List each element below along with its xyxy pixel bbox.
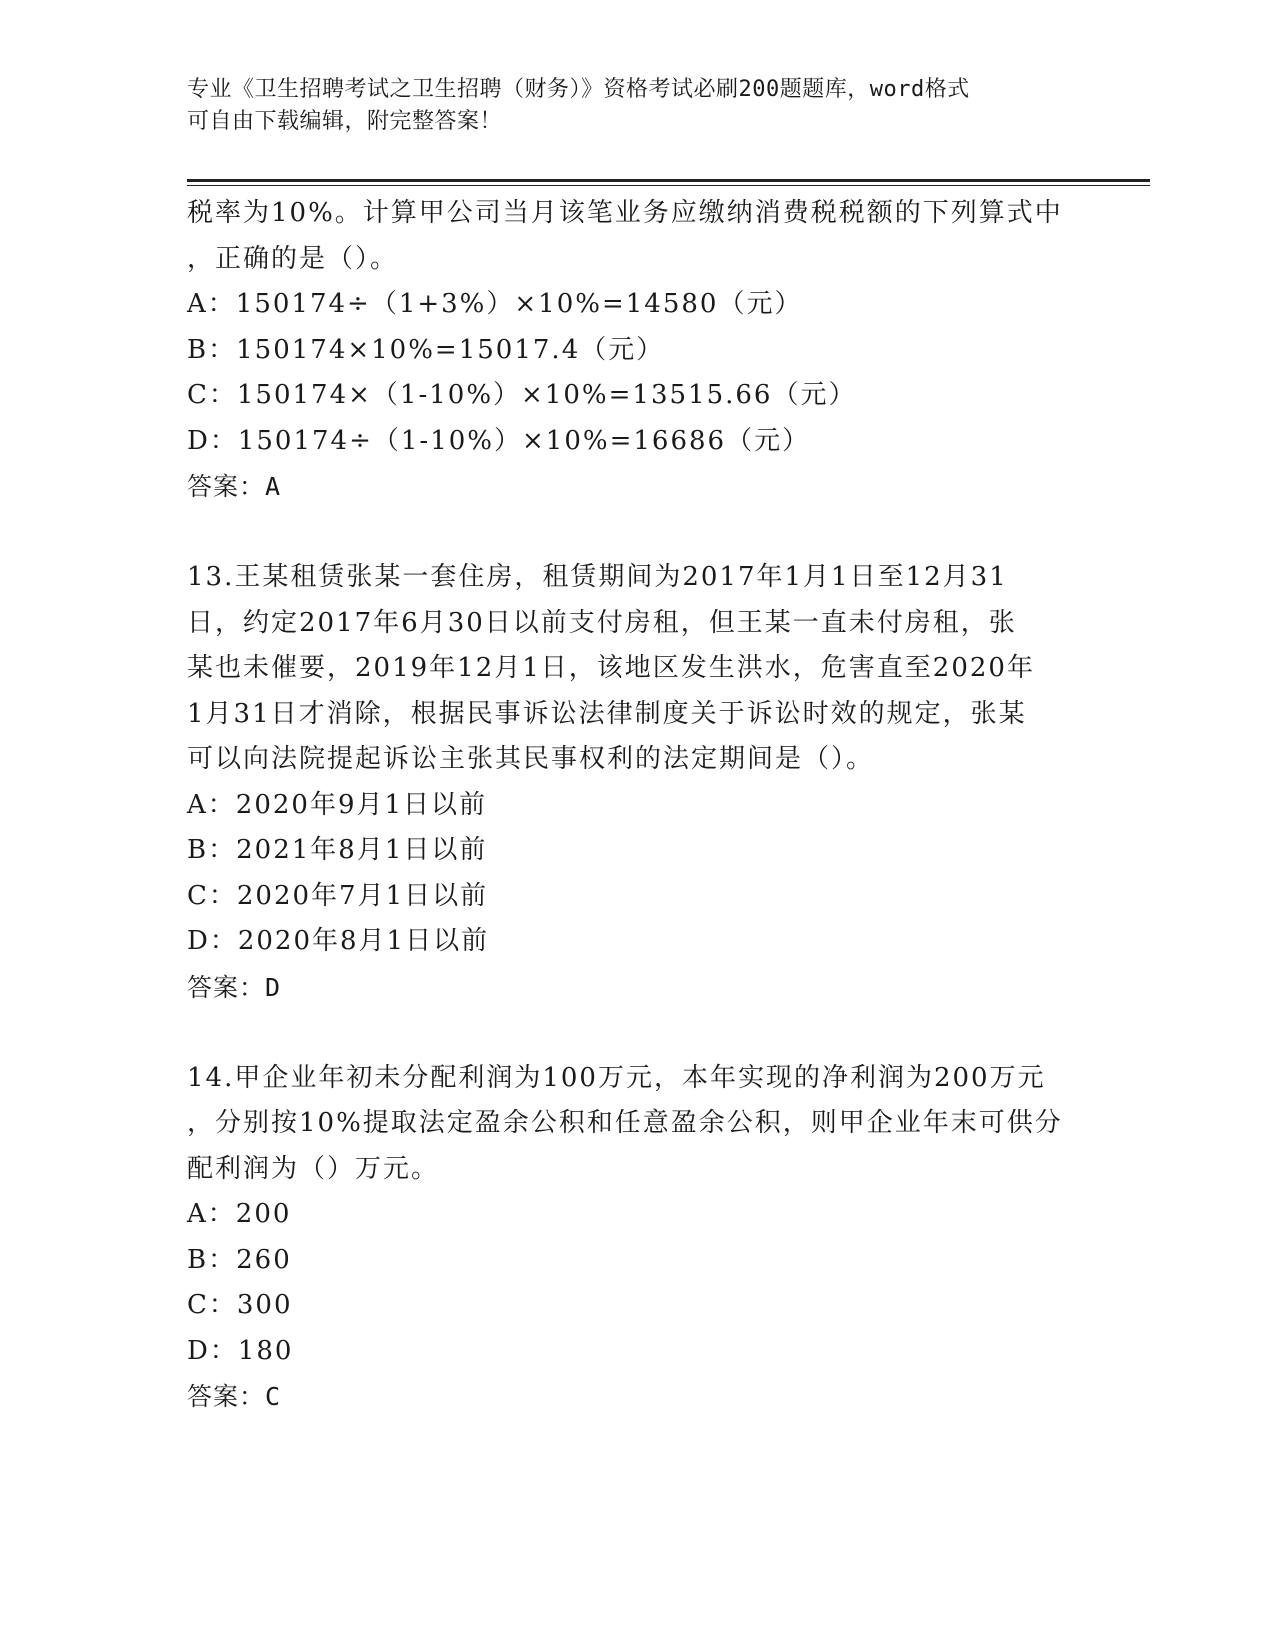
option-d: D：2020年8月1日以前 [187,926,490,956]
question-stem-line: ，分别按10%提取法定盈余公积和任意盈余公积，则甲企业年末可供分 [187,1108,1063,1138]
option-c: C：150174×（1-10%）×10%=13515.66（元） [187,380,857,410]
option-c: C：300 [187,1290,293,1320]
question-stem-line: 13.王某租赁张某一套住房，租赁期间为2017年1月1日至12月31 [187,562,1008,592]
question-stem-line: 可以向法院提起诉讼主张其民事权利的法定期间是（）。 [187,744,875,774]
option-c: C：2020年7月1日以前 [187,880,489,911]
spacer [187,1010,1107,1056]
option-b: B：260 [187,1244,292,1275]
question-stem-line: 1月31日才消除，根据民事诉讼法律制度关于诉讼时效的规定，张某 [187,698,1027,729]
answer-line: 答案：A [187,472,282,501]
option-a: A：150174÷（1+3%）×10%=14580（元） [187,289,803,319]
option-d: D：180 [187,1335,294,1366]
question-stem-line: 税率为10%。计算甲公司当月该笔业务应缴纳消费税税额的下列算式中 [187,198,1063,228]
option-a: A：200 [187,1199,292,1229]
question-stem-line: 14.甲企业年初未分配利润为100万元，本年实现的净利润为200万元 [187,1062,1046,1093]
question-stem-line: 配利润为（）万元。 [187,1153,440,1184]
header-divider-thin [187,185,1150,186]
question-stem-line: 某也未催要，2019年12月1日，该地区发生洪水，危害直至2020年 [187,653,1035,683]
answer-line: 答案：C [187,1382,282,1411]
question-content [187,191,1107,1420]
option-a: A：2020年9月1日以前 [187,789,488,820]
option-d: D：150174÷（1-10%）×10%=16686（元） [187,425,811,456]
question-stem-line: 日，约定2017年6月30日以前支付房租，但王某一直未付房租，张 [187,607,1017,638]
question-13 [187,555,1107,1010]
question-12 [187,191,1107,510]
answer-line: 答案：D [187,972,282,1002]
header-line-1: 专业《卫生招聘考试之卫生招聘（财务）》资格考试必刷200题题库，word格式 [187,77,970,102]
question-stem-line: ，正确的是（）。 [187,243,399,274]
option-b: B：2021年8月1日以前 [187,835,488,865]
header-line-2: 可自由下载编辑，附完整答案！ [187,109,503,134]
spacer [187,510,1107,556]
header-divider-thick [187,179,1150,182]
page-header [187,74,1087,138]
option-b: B：150174×10%=15017.4（元） [187,334,665,365]
question-14 [187,1056,1107,1420]
